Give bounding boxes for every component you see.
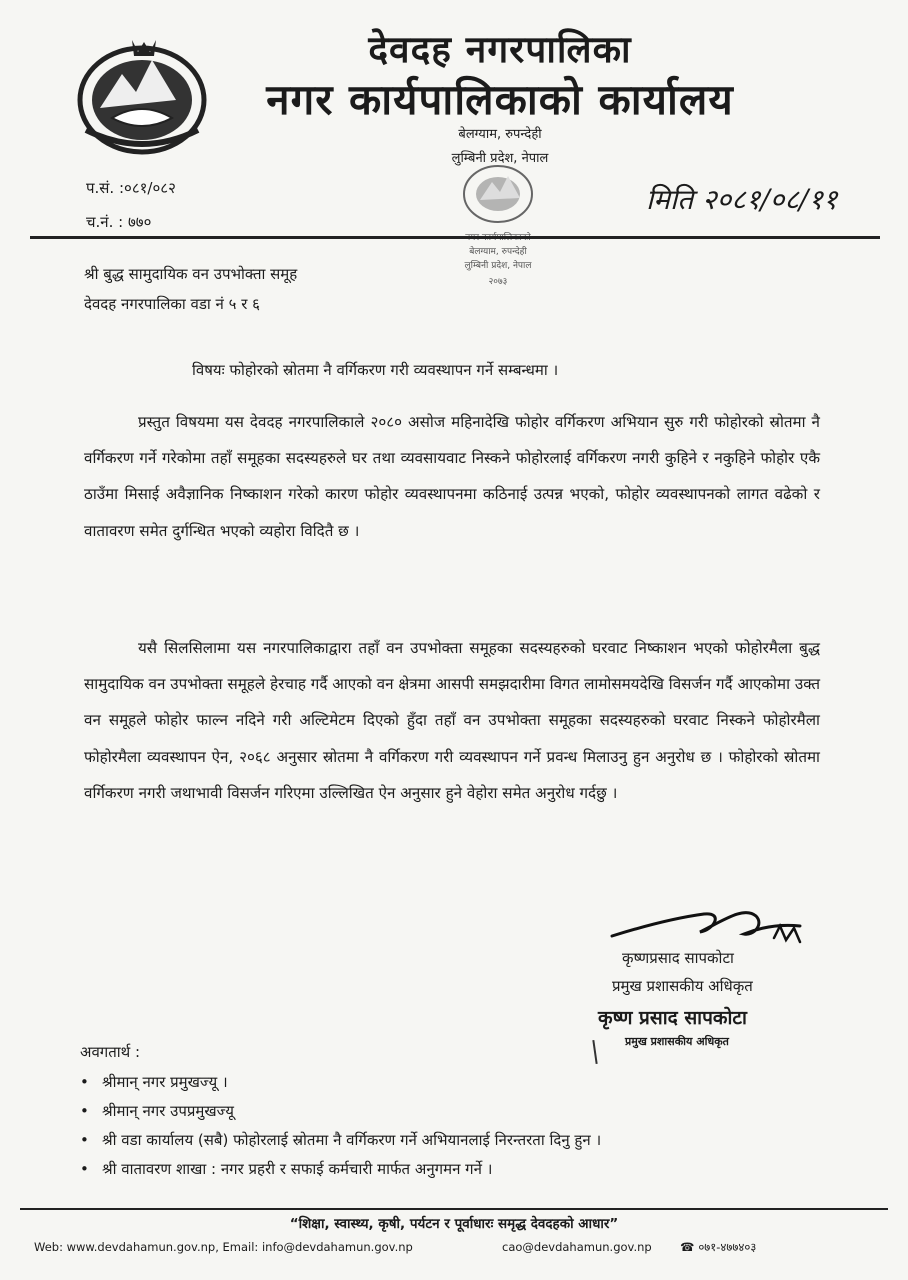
stamp-designation: प्रमुख प्रशासकीय अधिकृत [625,1035,729,1048]
cc-item-text: श्री वातावरण शाखा : नगर प्रहरी र सफाई कर्मचारी मार्फत अनुगमन गर्ने । [102,1160,493,1178]
seal-line3: लुम्बिनी प्रदेश, नेपाल [464,261,532,271]
list-item [80,1068,840,1097]
addressee-name: श्री बुद्ध सामुदायिक वन उपभोक्ता समूह [84,265,298,283]
footer-divider [20,1208,888,1210]
cc-item-text: श्री वडा कार्यालय (सबै) फोहोरलाई स्रोतमा नै वर्गिकरण गर्ने अभियानलाई निरन्तरता दिनु हुन । [102,1131,602,1149]
footer-cao-email[interactable]: cao@devdahamun.gov.np [502,1240,652,1254]
body-paragraph-1: प्रस्तुत विषयमा यस देवदह नगरपालिकाले २०८० असोज महिनादेखि फोहोर वर्गिकरण अभियान सुरु गरी फोहोरको स्रोतमा नै वर्गिकरण गर्ने गरेकोमा तहाँ समूहका सदस्यहरुले घर तथा व्यवसायवाट निस्कने फोहोरलाई वर्गिकरण नगरी कुहिने र नकुहिने फोहोर एकै ठाउँमा मिसाई अवैज्ञानिक निष्काशन गरेको कारण फोहोर व्यवस्थापनमा कठिनाई उत्पन्न भएको, फोहोर व्यवस्थापनको लागत वढेको र वातावरण समेत दुर्गन्धित भएको व्यहोरा विदितै छ । [84,413,820,540]
letter-subject: विषयः फोहोरको स्रोतमा नै वर्गिकरण गरी व्यवस्थापन गर्ने सम्बन्धमा । [192,361,559,379]
signatory-name: कृष्णप्रसाद सापकोटा [622,949,734,967]
nepal-emblem-icon [72,30,212,156]
bullet-icon: • [80,1073,89,1091]
office-seal [438,158,558,290]
seal-line4: २०७३ [488,277,508,287]
body-paragraph-2: यसै सिलसिलामा यस नगरपालिकाद्वारा तहाँ वन उपभोक्ता समूहका सदस्यहरुको घरवाट निष्काशन भएको फोहोरमैला बुद्ध सामुदायिक वन उपभोक्ता समूहले हेरचाह गर्दै आएको वन क्षेत्रमा आसपी समझदारीमा विगत लामोसमयदेखि विसर्जन गर्दै आएकोमा उक्त वन समूहले फोहोर फाल्न नदिने गरी अल्टिमेटम दिएको हुँदा तहाँ वन उपभोक्ता समूहका सदस्यहरुको घरवाट निस्कने फोहोरमैला फोहोरमैला व्यवस्थापन ऐन, २०६८ अनुसार स्रोतमा नै वर्गिकरण गरी व्यवस्थापन गर्ने प्रवन्ध मिलाउनु हुन अनुरोध छ । फोहोरको स्रोतमा वर्गिकरण नगरी जथाभावी विसर्जन गरिएमा उल्लिखित ऐन अनुसार हुने वेहोरा समेत अनुरोध गर्दछु । [84,639,820,802]
pen-mark [592,1040,597,1064]
seal-emblem-icon [438,158,558,228]
office-district: बेलग्याम, रुपन्देही [458,127,542,142]
addressee-location: देवदह नगरपालिका वडा नं ५ र ६ [84,295,260,313]
footer-phone [680,1240,756,1255]
signature-mark [604,896,814,952]
cc-list [80,1068,840,1184]
letter-number: प.सं. :०८१/०८२ [86,179,176,197]
list-item [80,1126,840,1155]
list-item [80,1097,840,1126]
letter-date: मिति २०८१/०८/११ [646,183,838,216]
seal-line2: बेलग्याम, रुपन्देही [469,247,527,257]
phone-icon: ☎ [680,1240,695,1254]
bullet-icon: • [80,1102,89,1120]
bullet-icon: • [80,1160,89,1178]
header-divider [30,236,880,239]
cc-heading: अवगतार्थ : [80,1043,141,1061]
footer-motto: “शिक्षा, स्वास्थ्य, कृषी, पर्यटन र पूर्वाधारः समृद्ध देवदहको आधार” [289,1216,619,1232]
office-name: नगर कार्यपालिकाको कार्यालय [266,75,734,124]
cc-item-text: श्रीमान् नगर प्रमुखज्यू । [102,1073,228,1091]
dispatch-number: च.नं. : ७७० [86,213,152,231]
footer-phone-number: ०७१-४७७४०३ [698,1240,757,1254]
signatory-designation: प्रमुख प्रशासकीय अधिकृत [612,977,753,995]
bullet-icon: • [80,1131,89,1149]
footer-web-email[interactable]: Web: www.devdahamun.gov.np, Email: info@devdahamun.gov.np [34,1240,413,1254]
cc-item-text: श्रीमान् नगर उपप्रमुखज्यू [102,1102,234,1120]
office-province: लुम्बिनी प्रदेश, नेपाल [451,151,549,166]
list-item [80,1155,840,1184]
municipality-name: देवदह नगरपालिका [368,28,632,71]
stamp-name: कृष्ण प्रसाद सापकोटा [598,1007,747,1029]
